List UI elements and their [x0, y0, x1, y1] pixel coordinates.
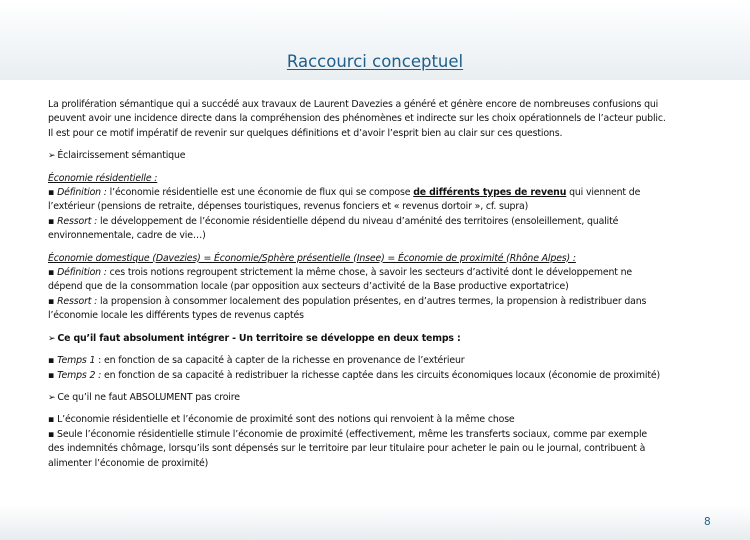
residentielle-definition-line2: l’extérieur (pensions de retraite, dépenses touristiques, revenus fonciers et « revenus dortoir », cf. supra) [48, 201, 529, 213]
croire-bullet-2-line2: des indemnités chômage, lorsqu’ils sont dépensés sur le territoire par leur titulaire pour acheter le pain ou le journal, contribuent à [48, 443, 646, 455]
temps-2-item [48, 369, 698, 383]
arrow-bullet-icon: ➢ [48, 151, 56, 162]
section-heading-deux-temps [48, 332, 698, 346]
ressort-text: la propension à consommer localement des population présentes, en d’autres termes, la propension à redistribuer dans [100, 295, 647, 307]
residentielle-ressort-line2: environnementale, cadre de vie…) [48, 230, 206, 242]
square-bullet-icon: ▪ [48, 369, 55, 381]
arrow-bullet-icon: ➢ [48, 333, 56, 344]
temps-1-text: : en fonction de sa capacité à capter de la richesse en provenance de l’extérieur [98, 355, 465, 367]
arrow-bullet-icon: ➢ [48, 392, 56, 403]
croire-bullet-text: L’économie résidentielle et l’économie de proximité sont des notions qui renvoient à la même chose [57, 414, 515, 426]
section-heading-semantique [48, 149, 698, 163]
domestique-definition-line2: dépend que de la consommation locale (par opposition aux secteurs d’activité de la Base productive exportatrice) [48, 281, 569, 293]
square-bullet-icon: ▪ [48, 428, 55, 440]
section-heading-text: Ce qu’il ne faut ABSOLUMENT pas croire [57, 391, 240, 403]
intro-paragraph [48, 98, 698, 141]
definition-text: l’économie résidentielle est une économie de flux qui se compose [109, 187, 411, 199]
temps-2-label: Temps 2 : [57, 369, 102, 381]
domestique-ressort-line2: l’économie locale les différents types de revenus captés [48, 310, 304, 322]
croire-bullet-2-line3: alimenter l’économie de proximité) [48, 457, 209, 469]
domestique-definition [48, 266, 698, 280]
square-bullet-icon: ▪ [48, 414, 55, 426]
ressort-text: le développement de l’économie résidentielle dépend du niveau d’aménité des territoires (ensoleillement, qualité [100, 215, 619, 227]
temps-1-label: Temps 1 [57, 355, 96, 367]
definition-text: ces trois notions regroupent strictement la même chose, à savoir les secteurs d’activité dont le développement ne [109, 267, 633, 279]
intro-line: La prolifération sémantique qui a succédé aux travaux de Laurent Davezies a généré et génère encore de nombreuses confusions qui [48, 99, 659, 110]
square-bullet-icon: ▪ [48, 355, 55, 367]
ressort-label: Ressort : [57, 295, 98, 307]
domestique-ressort [48, 295, 698, 309]
intro-line: Il est pour ce motif impératif de revenir sur quelques définitions et d’avoir l’esprit bien au clair sur ces questions. [48, 127, 563, 139]
intro-line: peuvent avoir une incidence directe dans la compréhension des phénomènes et indirecte sur les choix opérationnels de l’acteur public. [48, 113, 666, 125]
square-bullet-icon: ▪ [48, 295, 55, 307]
page-number: 8 [704, 516, 711, 528]
slide-footer-band [0, 505, 750, 540]
square-bullet-icon: ▪ [48, 215, 55, 227]
slide-title-container [0, 52, 750, 72]
croire-bullet-2 [48, 428, 698, 442]
definition-label: Définition : [57, 187, 107, 199]
definition-text: qui viennent de [569, 187, 641, 199]
slide-title: Raccourci conceptuel [286, 52, 464, 71]
temps-1-item [48, 354, 698, 368]
definition-emphasis: de différents types de revenu [413, 187, 567, 199]
residentielle-title: Économie résidentielle : [48, 172, 158, 184]
section-heading-text: Éclaircissement sémantique [57, 150, 186, 162]
domestique-title: Économie domestique (Davezies) = Économie/Sphère présentielle (Insee) = Économie de proximité (Rhône Alpes) : [48, 252, 576, 264]
section-heading-ne-pas-croire [48, 391, 698, 405]
square-bullet-icon: ▪ [48, 187, 55, 199]
slide-content [48, 98, 698, 471]
residentielle-ressort [48, 215, 698, 229]
ressort-label: Ressort : [57, 215, 98, 227]
square-bullet-icon: ▪ [48, 267, 55, 279]
croire-bullet-1 [48, 413, 698, 427]
definition-label: Définition : [57, 267, 107, 279]
section-heading-text: Ce qu’il faut absolument intégrer - Un territoire se développe en deux temps : [57, 332, 461, 344]
temps-2-text: en fonction de sa capacité à redistribuer la richesse captée dans les circuits économiques locaux (économie de proximité) [103, 369, 660, 381]
croire-bullet-text: Seule l’économie résidentielle stimule l’économie de proximité (effectivement, même les transferts sociaux, comme par exemple [54, 428, 648, 440]
residentielle-definition [48, 186, 698, 200]
